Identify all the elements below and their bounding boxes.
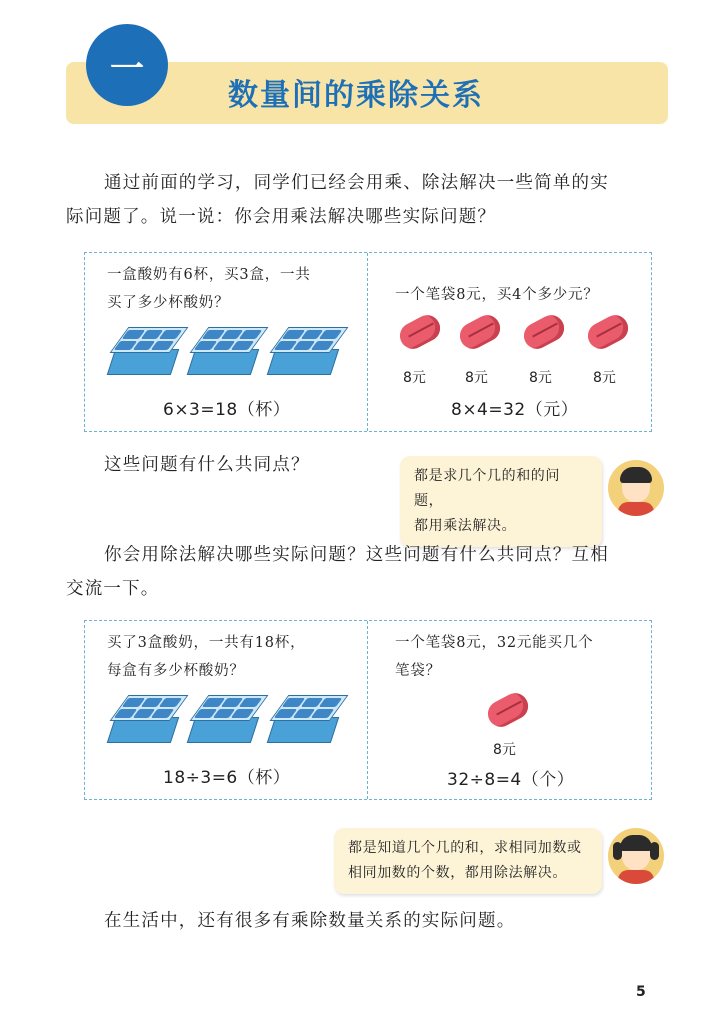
boy-avatar <box>608 460 664 516</box>
bubble-line-2: 都用乘法解决。 <box>414 518 517 534</box>
multiplication-equation-pencil-case: 8×4=32（元） <box>451 400 579 420</box>
pencil-case-problem-text: 一个笔袋8元，买4个多少元？ <box>395 287 599 303</box>
yogurt-problem-line-2: 买了多少杯酸奶？ <box>107 295 230 311</box>
milk-crate-icon <box>185 691 259 747</box>
multiplication-examples-box <box>84 252 652 432</box>
girl-avatar <box>608 828 664 884</box>
price-label: 8元 <box>403 370 426 386</box>
box-divider <box>367 253 368 431</box>
intro-paragraph <box>66 166 676 234</box>
closing-line: 在生活中，还有很多有乘除数量关系的实际问题。 <box>104 911 516 931</box>
pencil-case-division-line-1: 一个笔袋8元，32元能买几个 <box>395 635 594 651</box>
division-intro-line-2: 交流一下。 <box>66 579 160 599</box>
price-label: 8元 <box>593 370 616 386</box>
closing-paragraph <box>66 904 676 938</box>
yogurt-problem-text <box>107 261 311 317</box>
price-label: 8元 <box>493 742 516 758</box>
pencil-case-icon <box>521 311 567 351</box>
speech-bubble-boy <box>400 456 602 547</box>
box-divider <box>367 621 368 799</box>
milk-crate-icon <box>105 323 179 379</box>
division-intro-paragraph <box>66 538 676 606</box>
yogurt-problem-line-1: 一盒酸奶有6杯，买3盒，一共 <box>107 267 311 283</box>
section-title: 数量间的乘除关系 <box>228 78 484 113</box>
pencil-case-icon <box>485 689 531 729</box>
bubble-line-1: 都是求几个几的和的问题， <box>414 468 560 509</box>
speech-bubble-girl <box>334 828 602 894</box>
section-number: 一 <box>110 48 144 89</box>
yogurt-division-text <box>107 629 305 685</box>
milk-crate-icon <box>265 323 339 379</box>
milk-crate-icon <box>265 691 339 747</box>
yogurt-division-line-1: 买了3盒酸奶，一共有18杯， <box>107 635 306 651</box>
division-equation-pencil-case: 32÷8=4（个） <box>447 770 575 790</box>
division-intro-line-1: 你会用除法解决哪些实际问题？这些问题有什么共同点？互相 <box>104 545 609 565</box>
multiplication-equation-yogurt: 6×3=18（杯） <box>163 400 291 420</box>
pencil-case-icon <box>585 311 631 351</box>
division-equation-yogurt: 18÷3=6（杯） <box>163 768 291 788</box>
pencil-case-icon <box>457 311 503 351</box>
yogurt-division-line-2: 每盒有多少杯酸奶？ <box>107 663 245 679</box>
intro-line-1: 通过前面的学习，同学们已经会用乘、除法解决一些简单的实 <box>104 173 609 193</box>
question-line: 这些问题有什么共同点？ <box>104 455 310 475</box>
page-number: 5 <box>636 984 646 1000</box>
milk-crate-icon <box>105 691 179 747</box>
section-number-badge <box>86 24 168 106</box>
price-label: 8元 <box>465 370 488 386</box>
pencil-case-division-text <box>395 629 593 685</box>
milk-crate-icon <box>185 323 259 379</box>
pencil-case-icon <box>397 311 443 351</box>
pencil-case-division-line-2: 笔袋？ <box>395 663 441 679</box>
intro-line-2: 际问题了。说一说：你会用乘法解决哪些实际问题？ <box>66 207 497 227</box>
division-examples-box <box>84 620 652 800</box>
bubble-line-1: 都是知道几个几的和，求相同加数或 <box>348 840 582 856</box>
bubble-line-2: 相同加数的个数，都用除法解决。 <box>348 865 567 881</box>
price-label: 8元 <box>529 370 552 386</box>
